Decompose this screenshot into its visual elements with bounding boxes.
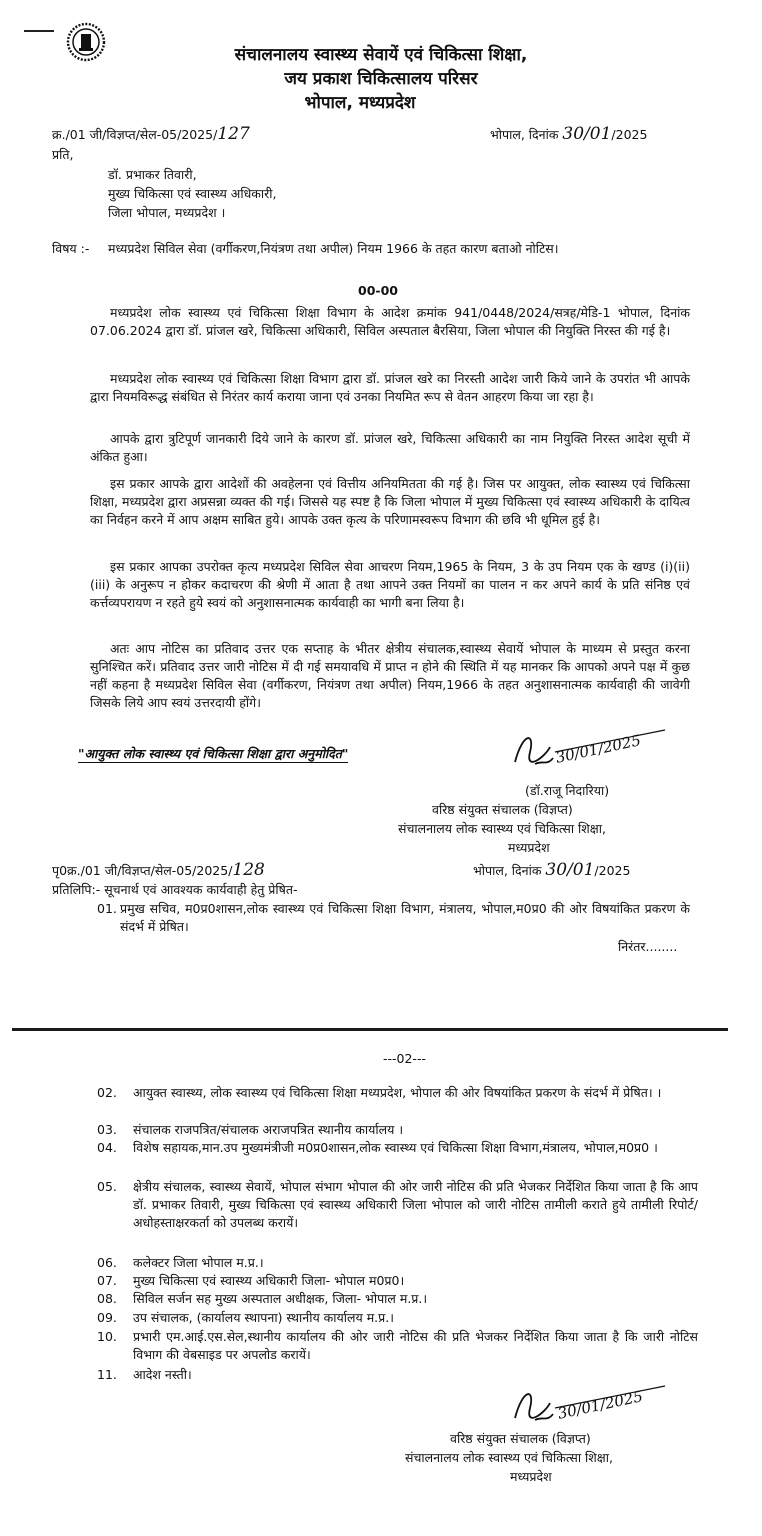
copy-item-number: 05.	[97, 1179, 117, 1194]
copy-item: उप संचालक, (कार्यालय स्थापना) स्थानीय कार्यालय म.प्र.।	[133, 1310, 394, 1325]
reference-number-handwritten: 127	[217, 124, 250, 144]
copy-item-number: 01.	[97, 901, 117, 916]
office-name-line3: भोपाल, मध्यप्रदेश	[304, 93, 416, 113]
continued-label: निरंतर........	[618, 939, 678, 954]
signatory-name: (डॉ.राजू निदारिया)	[525, 783, 610, 798]
signatory-office: संचालनालय लोक स्वास्थ्य एवं चिकित्सा शिक्षा,	[405, 1450, 613, 1465]
reference-number: क्र./01 जी/विज्ञप्त/सेल-05/2025/127	[52, 124, 250, 144]
copy-to-label: प्रतिलिपि:- सूचनार्थ एवं आवश्यक कार्यवाही हेतु प्रेषित-	[52, 882, 298, 897]
copy-item: आदेश नस्ती।	[133, 1367, 192, 1382]
office-name-line1: संचालनालय स्वास्थ्य सेवायें एवं चिकित्सा शिक्षा,	[234, 45, 528, 65]
copy-item-number: 06.	[97, 1255, 117, 1270]
copy-item: प्रमुख सचिव, म0प्र0शासन,लोक स्वास्थ्य एवं चिकित्सा शिक्षा विभाग, मंत्रालय, भोपाल,म0प्र0 की ओर विषयांकित प्रकरण के संदर्भ में प्रेषित।	[120, 901, 690, 934]
page-margin	[0, 0, 12, 1002]
addressee-line: डॉ. प्रभाकर तिवारी,	[108, 167, 197, 182]
signatory-designation: वरिष्ठ संयुक्त संचालक (विज्ञप्त)	[432, 802, 573, 817]
page-number: ---02---	[383, 1051, 426, 1066]
copy-item-number: 07.	[97, 1273, 117, 1288]
signatory-designation: वरिष्ठ संयुक्त संचालक (विज्ञप्त)	[450, 1431, 591, 1446]
copy-item: संचालक राजपत्रित/संचालक अराजपत्रित स्थानीय कार्यालय ।	[133, 1122, 404, 1137]
body-paragraph: इस प्रकार आपके द्वारा आदेशों की अवहेलना एवं वित्तीय अनियमितता की गई है। जिस पर आयुक्त, लोक स्वास्थ्य एवं चिकित्सा शिक्षा, मध्यप्रदेश द्वारा अप्रसन्ना व्यक्त की गई। जिससे यह स्पष्ट है कि जिला भोपाल में मुख्य चिकित्सा एवं स्वास्थ्य अधिकारी के दायित्व का निर्वहन करने में आप अक्षम साबित हुये। आपके उक्त कृत्य के परिणामस्वरूप विभाग की छवि भी धूमिल हुई है।	[90, 476, 690, 527]
copy-item-number: 03.	[97, 1122, 117, 1137]
handwritten-signature: 30/01/2025	[505, 1378, 675, 1438]
handwritten-signature: 30/01/2025	[505, 722, 675, 782]
body-paragraph: इस प्रकार आपका उपरोक्त कृत्य मध्यप्रदेश सिविल सेवा आचरण नियम,1965 के नियम, 3 के उप नियम एक के खण्ड (i)(ii)(iii) के अनुरूप न होकर कदाचरण की श्रेणी में आता है तथा आपने उक्त नियमों का पालन न कर अपने कार्य के प्रति संनिष्ठ एवं कर्त्तव्यपरायण न रहते हुये स्वयं को अनुशासनात्मक कार्यवाही का भागी बना लिया है।	[90, 559, 690, 610]
copy-item: आयुक्त स्वास्थ्य, लोक स्वास्थ्य एवं चिकित्सा शिक्षा मध्यप्रदेश, भोपाल की ओर विषयांकित प्रकरण के संदर्भ में प्रेषित। ।	[133, 1085, 662, 1100]
subject-text: मध्यप्रदेश सिविल सेवा (वर्गीकरण,नियंत्रण तथा अपील) नियम 1966 के तहत कारण बताओ नोटिस।	[108, 241, 559, 256]
endorsement-reference: पृ0क्र./01 जी/विज्ञप्त/सेल-05/2025/128	[52, 860, 265, 880]
body-paragraph: आपके द्वारा त्रुटिपूर्ण जानकारी दिये जाने के कारण डॉ. प्रांजल खरे, चिकित्सा अधिकारी का नाम नियुक्ति निरस्त आदेश सूची में अंकित हुआ।	[90, 431, 690, 464]
prati-label: प्रति,	[52, 147, 74, 162]
copy-item-number: 08.	[97, 1291, 117, 1306]
body-paragraph: मध्यप्रदेश लोक स्वास्थ्य एवं चिकित्सा शिक्षा विभाग द्वारा डॉ. प्रांजल खरे का निरस्ती आदेश जारी किये जाने के उपरांत भी आपके द्वारा नियमविरूद्ध संबंधित से निरंतर कार्य कराया जाना एवं उनका नियमित रूप से वेतन आहरण किया जा रहा है।	[90, 371, 690, 404]
copy-item: सिविल सर्जन सह मुख्य अस्पताल अधीक्षक, जिला- भोपाल म.प्र.।	[133, 1291, 428, 1306]
copy-item: विशेष सहायक,मान.उप मुख्यमंत्रीजी म0प्र0शासन,लोक स्वास्थ्य एवं चिकित्सा शिक्षा विभाग,मंत्रालय, भोपाल,म0प्र0 ।	[133, 1140, 658, 1155]
letter-date: भोपाल, दिनांक 30/01/2025	[490, 124, 648, 144]
page-margin	[726, 0, 762, 1002]
subject-label: विषय :-	[52, 241, 90, 256]
signatory-state: मध्यप्रदेश	[510, 1469, 552, 1484]
addressee-line: मुख्य चिकित्सा एवं स्वास्थ्य अधिकारी,	[108, 186, 277, 201]
endorsement-date: भोपाल, दिनांक 30/01/2025	[473, 860, 631, 880]
approval-note: "आयुक्त लोक स्वास्थ्य एवं चिकित्सा शिक्षा द्वारा अनुमोदित"	[78, 746, 349, 761]
office-name-line2: जय प्रकाश चिकित्सालय परिसर	[284, 69, 478, 89]
copy-item: मुख्य चिकित्सा एवं स्वास्थ्य अधिकारी जिला- भोपाल म0प्र0।	[133, 1273, 405, 1288]
page-top-edge	[12, 1028, 728, 1031]
signatory-state: मध्यप्रदेश	[508, 840, 550, 855]
copy-item-number: 11.	[97, 1367, 117, 1382]
copy-item-number: 04.	[97, 1140, 117, 1155]
copy-item-number: 02.	[97, 1085, 117, 1100]
copy-item-number: 10.	[97, 1329, 117, 1344]
page-gap	[0, 1002, 762, 1030]
copy-item: कलेक्टर जिला भोपाल म.प्र.।	[133, 1255, 264, 1270]
signatory-office: संचालनालय लोक स्वास्थ्य एवं चिकित्सा शिक्षा,	[398, 821, 606, 836]
addressee-line: जिला भोपाल, मध्यप्रदेश ।	[108, 205, 226, 220]
body-paragraph: मध्यप्रदेश लोक स्वास्थ्य एवं चिकित्सा शिक्षा विभाग के आदेश क्रमांक 941/0448/2024/सत्रह/मेडि-1 भोपाल, दिनांक 07.06.2024 द्वारा डॉ. प्रांजल खरे, चिकित्सा अधिकारी, सिविल अस्पताल बैरसिया, जिला भोपाल की नियुक्ति निरस्त की गई है।	[90, 305, 690, 338]
body-paragraph: अतः आप नोटिस का प्रतिवाद उत्तर एक सप्ताह के भीतर क्षेत्रीय संचालक,स्वास्थ्य सेवायें भोपाल के माध्यम से प्रस्तुत करना सुनिश्चित करें। प्रतिवाद उत्तर जारी नोटिस में दी गई समयावधि में प्राप्त न होने की स्थिति में यह मानकर कि आपको अपने पक्ष में कुछ नहीं कहना है मध्यप्रदेश सिविल सेवा (वर्गीकरण, नियंत्रण तथा अपील) नियम,1966 के तहत अनुशासनात्मक कार्यवाही की जावेगी जिसके लिये आप स्वयं उत्तरदायी होंगे।	[90, 641, 690, 710]
divider: 00-00	[358, 283, 398, 298]
scan-mark	[24, 30, 54, 32]
copy-item: क्षेत्रीय संचालक, स्वास्थ्य सेवायें, भोपाल संभाग भोपाल की ओर जारी नोटिस की प्रति भेजकर निर्देशित किया जाता है कि आप डॉ. प्रभाकर तिवारी, मुख्य चिकित्सा एवं स्वास्थ्य अधिकारी जिला भोपाल को जारी नोटिस तामीली कराते हुये तामीली रिपोर्ट/अधोहस्ताक्षरकर्ता को उपलब्ध करायें।	[133, 1179, 698, 1230]
copy-item: प्रभारी एम.आई.एस.सेल,स्थानीय कार्यालय की ओर जारी नोटिस की प्रति भेजकर निर्देशित किया जाता है कि जारी नोटिस विभाग की वेबसाइड पर अपलोड करायें।	[133, 1329, 698, 1362]
copy-item-number: 09.	[97, 1310, 117, 1325]
